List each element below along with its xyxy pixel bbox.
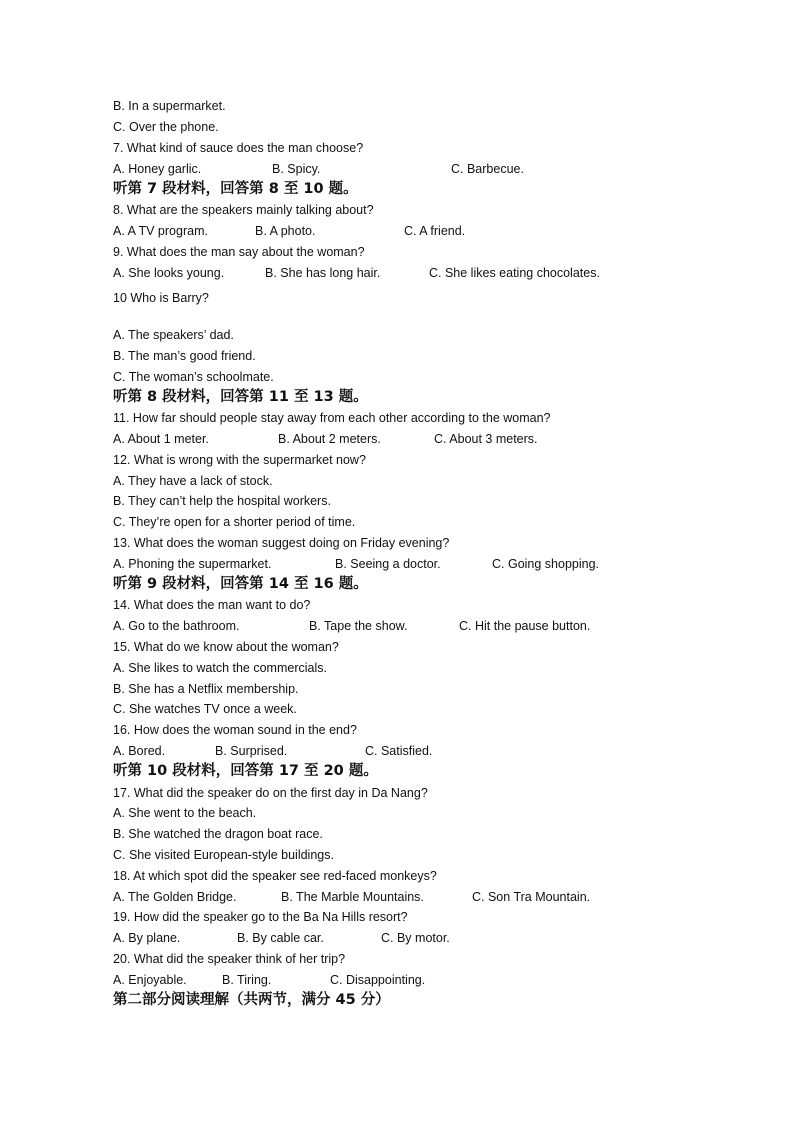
option-b: B. Tape the show. [309, 619, 408, 633]
option-b: B. Seeing a doctor. [335, 557, 441, 571]
option-c: C. They’re open for a shorter period of time. [113, 515, 356, 529]
option-a: A. The speakers’ dad. [113, 328, 234, 342]
option-a: A. Enjoyable. [113, 973, 187, 987]
option-c: C. Satisfied. [365, 744, 433, 758]
option-b: B. By cable car. [237, 931, 324, 945]
option-b: B. She has a Netflix membership. [113, 682, 299, 696]
option-a: A. They have a lack of stock. [113, 474, 273, 488]
section-heading: 听第 7 段材料，回答第 8 至 10 题。 [113, 181, 358, 197]
question-16: 16. How does the woman sound in the end? [113, 723, 357, 737]
option-a: A. About 1 meter. [113, 432, 209, 446]
option-a: A. She went to the beach. [113, 806, 257, 820]
option-a: A. She looks young. [113, 266, 225, 280]
option-b: B. She has long hair. [265, 266, 381, 280]
option-b: B. About 2 meters. [278, 432, 381, 446]
section-heading: 听第 10 段材料，回答第 17 至 20 题。 [113, 763, 378, 779]
option-b: B. The Marble Mountains. [281, 890, 424, 904]
question-20: 20. What did the speaker think of her trip? [113, 952, 346, 966]
option-c: C. Barbecue. [451, 162, 524, 176]
part-heading: 第二部分阅读理解（共两节，满分 45 分） [113, 992, 390, 1008]
question-10: 10 Who is Barry? [113, 291, 209, 305]
section-heading: 听第 8 段材料，回答第 11 至 13 题。 [113, 389, 368, 405]
option-c: C. She likes eating chocolates. [429, 266, 600, 280]
section-heading: 听第 9 段材料，回答第 14 至 16 题。 [113, 576, 368, 592]
option-c: C. Going shopping. [492, 557, 600, 571]
option-a: A. Honey garlic. [113, 162, 202, 176]
option-b: B. She watched the dragon boat race. [113, 827, 323, 841]
option-a: A. A TV program. [113, 224, 208, 238]
option-c: C. By motor. [381, 931, 450, 945]
option-b: B. The man’s good friend. [113, 349, 256, 363]
option-b: B. A photo. [255, 224, 316, 238]
question-17: 17. What did the speaker do on the first day in Da Nang? [113, 786, 428, 800]
option-b: B. Surprised. [215, 744, 288, 758]
option-c: C. About 3 meters. [434, 432, 538, 446]
question-19: 19. How did the speaker go to the Ba Na Hills resort? [113, 910, 408, 924]
option-line: B. In a supermarket. [113, 99, 226, 113]
option-b: B. Tiring. [222, 973, 272, 987]
question-15: 15. What do we know about the woman? [113, 640, 339, 654]
question-11: 11. How far should people stay away from each other according to the woman? [113, 411, 551, 425]
option-c: C. The woman’s schoolmate. [113, 370, 274, 384]
option-a: A. Go to the bathroom. [113, 619, 240, 633]
question-18: 18. At which spot did the speaker see red-faced monkeys? [113, 869, 437, 883]
option-b: B. They can’t help the hospital workers. [113, 494, 331, 508]
question-13: 13. What does the woman suggest doing on Friday evening? [113, 536, 450, 550]
question-8: 8. What are the speakers mainly talking about? [113, 203, 374, 217]
option-c: C. Hit the pause button. [459, 619, 591, 633]
option-a: A. Phoning the supermarket. [113, 557, 272, 571]
option-c: C. Disappointing. [330, 973, 426, 987]
option-a: A. Bored. [113, 744, 166, 758]
option-c: C. Son Tra Mountain. [472, 890, 591, 904]
question-9: 9. What does the man say about the woman? [113, 245, 365, 259]
option-c: C. A friend. [404, 224, 466, 238]
option-line: C. Over the phone. [113, 120, 219, 134]
option-a: A. She likes to watch the commercials. [113, 661, 327, 675]
option-c: C. She watches TV once a week. [113, 702, 297, 716]
question-14: 14. What does the man want to do? [113, 598, 311, 612]
option-a: A. By plane. [113, 931, 181, 945]
option-c: C. She visited European-style buildings. [113, 848, 334, 862]
question-7: 7. What kind of sauce does the man choose? [113, 141, 364, 155]
option-a: A. The Golden Bridge. [113, 890, 237, 904]
option-b: B. Spicy. [272, 162, 321, 176]
question-12: 12. What is wrong with the supermarket now? [113, 453, 366, 467]
